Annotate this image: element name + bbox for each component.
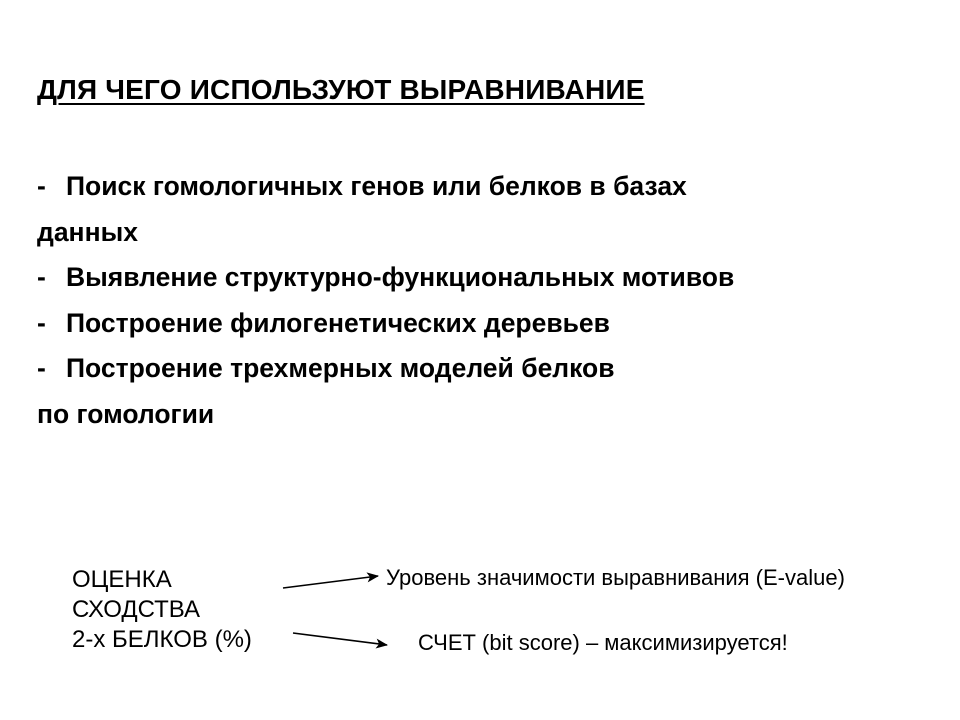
bullet-line: [37, 392, 937, 438]
bullet-dash: -: [37, 262, 46, 292]
similarity-line: СХОДСТВА: [72, 596, 201, 623]
slide-heading: ДЛЯ ЧЕГО ИСПОЛЬЗУЮТ ВЫРАВНИВАНИЕ: [37, 74, 645, 105]
bullet-dash: -: [37, 171, 46, 201]
bullet-text: Построение филогенетических деревьев: [66, 307, 610, 338]
bullet-line: [37, 210, 937, 256]
bullet-line: [37, 164, 937, 210]
bullet-text: данных: [37, 216, 138, 247]
bitscore-label: СЧЕТ (bit score) – максимизируется!: [418, 630, 788, 655]
bullet-text: Поиск гомологичных генов или белков в базах: [66, 171, 687, 201]
arrow-to-bitscore: [293, 633, 387, 645]
evalue-label: Уровень значимости выравнивания (E-value): [386, 565, 845, 590]
bullet-text: по гомологии: [37, 398, 215, 429]
similarity-line: 2-х БЕЛКОВ (%): [72, 626, 252, 653]
bullet-line: [37, 346, 937, 392]
bullet-dash: -: [37, 307, 46, 338]
bullet-list: [37, 164, 937, 437]
bullet-text: Выявление структурно-функциональных мотивов: [66, 262, 735, 292]
bullet-line: [37, 301, 937, 347]
bullet-dash: -: [37, 353, 46, 383]
arrow-to-evalue: [283, 576, 378, 588]
bullet-line: [37, 255, 937, 301]
bullet-text: Построение трехмерных моделей белков: [66, 353, 615, 383]
similarity-label: [72, 565, 252, 655]
similarity-line: ОЦЕНКА: [72, 566, 172, 593]
